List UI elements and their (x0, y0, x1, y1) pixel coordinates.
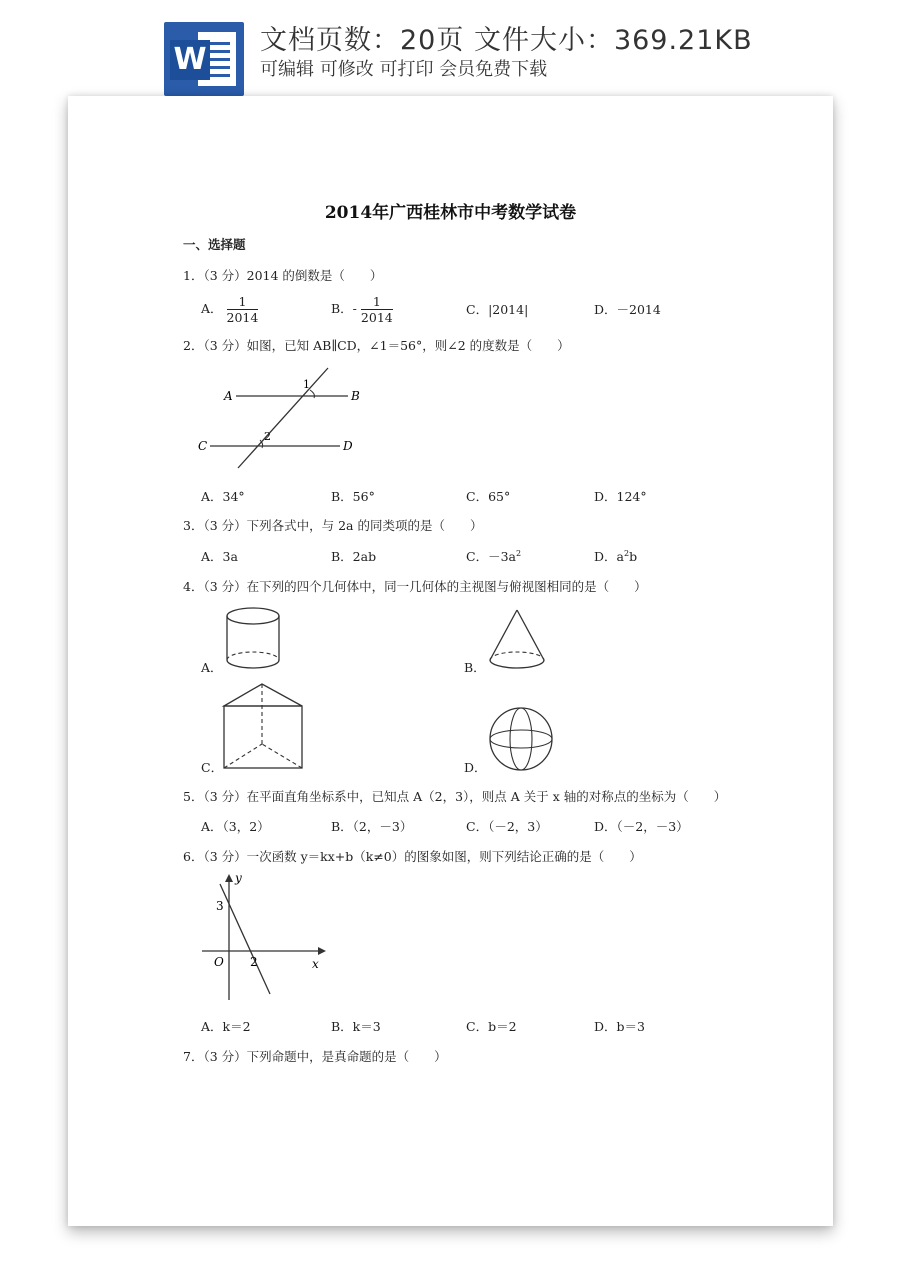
label-a: A (224, 389, 233, 403)
sphere-figure (486, 704, 556, 774)
x-intercept-label: 2 (250, 955, 258, 969)
q5-option-d: D．（－2，－3） (594, 819, 689, 834)
y-axis-label: y (235, 871, 242, 885)
q5-option-b: B．（2，－3） (331, 819, 413, 834)
q6-option-a: A．k＝2 (201, 1019, 251, 1034)
origin-label: O (214, 955, 224, 969)
question-6-stem: 6．（3 分）一次函数 y＝kx+b（k≠0）的图象如图，则下列结论正确的是（ ） (183, 849, 642, 864)
q6-option-d: D．b＝3 (594, 1019, 645, 1034)
q4-option-c: C． (201, 760, 224, 775)
q1-option-a: A． $\frac{1}{2014}$ (201, 294, 259, 325)
transversal-line (238, 368, 328, 468)
word-letter-badge: W (170, 40, 210, 80)
cone-figure (486, 606, 548, 672)
function-line (220, 884, 270, 994)
label-b: B (351, 389, 360, 403)
word-document-icon (164, 22, 244, 96)
q4-option-a: A． (201, 660, 223, 675)
download-banner (0, 0, 900, 100)
triangular-prism-figure (220, 682, 306, 772)
question-4-stem: 4．（3 分）在下列的四个几何体中，同一几何体的主视图与俯视图相同的是（ ） (183, 579, 647, 594)
question-2-stem: 2．（3 分）如图，已知 AB∥CD，∠1＝56°，则∠2 的度数是（ ） (183, 338, 570, 353)
file-info-title: 文档页数：20页 文件大小：369.21KB (260, 25, 753, 56)
q3-option-a: A．3a (201, 549, 238, 564)
document-page (68, 96, 833, 1226)
q1-option-d: D．－2014 (594, 302, 661, 317)
q2-option-c: C．65° (466, 489, 511, 504)
cylinder-figure (220, 606, 286, 672)
angle-1-arc (310, 390, 315, 398)
q2-option-a: A．34° (201, 489, 245, 504)
y-axis-arrow (225, 874, 233, 882)
x-axis-label: x (312, 957, 319, 971)
q6-option-b: B．k＝3 (331, 1019, 381, 1034)
q3-option-b: B．2ab (331, 549, 377, 564)
q5-option-a: A．（3，2） (201, 819, 270, 834)
question-1-stem: 1．（3 分）2014 的倒数是（ ） (183, 268, 383, 283)
q1-option-b: B．- $\frac{1}{2014}$ (331, 294, 393, 325)
file-info-subtitle: 可编辑 可修改 可打印 会员免费下载 (260, 59, 548, 80)
q4-option-b: B． (464, 660, 486, 675)
q3-option-c: C．$-3a^2$ (466, 548, 522, 564)
q2-option-d: D．124° (594, 489, 647, 504)
label-angle-1: 1 (303, 378, 310, 391)
q6-option-c: C．b＝2 (466, 1019, 517, 1034)
parallel-lines-figure (188, 364, 378, 474)
q3-option-d: D．$a^2b$ (594, 548, 638, 564)
linear-function-graph (194, 870, 330, 1004)
label-c: C (198, 439, 208, 453)
question-7-stem: 7．（3 分）下列命题中，是真命题的是（ ） (183, 1049, 447, 1064)
q2-option-b: B．56° (331, 489, 375, 504)
question-3-stem: 3．（3 分）下列各式中，与 2a 的同类项的是（ ） (183, 518, 483, 533)
q5-option-c: C．（－2，3） (466, 819, 548, 834)
x-axis-arrow (318, 947, 326, 955)
q4-option-d: D． (464, 760, 487, 775)
label-angle-2: 2 (264, 430, 271, 443)
question-5-stem: 5．（3 分）在平面直角坐标系中，已知点 A（2，3），则点 A 关于 x 轴的对称点的坐标为（ ） (183, 789, 727, 804)
section-heading: 一、选择题 (183, 237, 246, 252)
y-intercept-label: 3 (216, 899, 224, 913)
label-d: D (343, 439, 353, 453)
document-title: 2014年广西桂林市中考数学试卷 (324, 203, 577, 223)
q1-option-c: C．|2014| (466, 302, 529, 317)
